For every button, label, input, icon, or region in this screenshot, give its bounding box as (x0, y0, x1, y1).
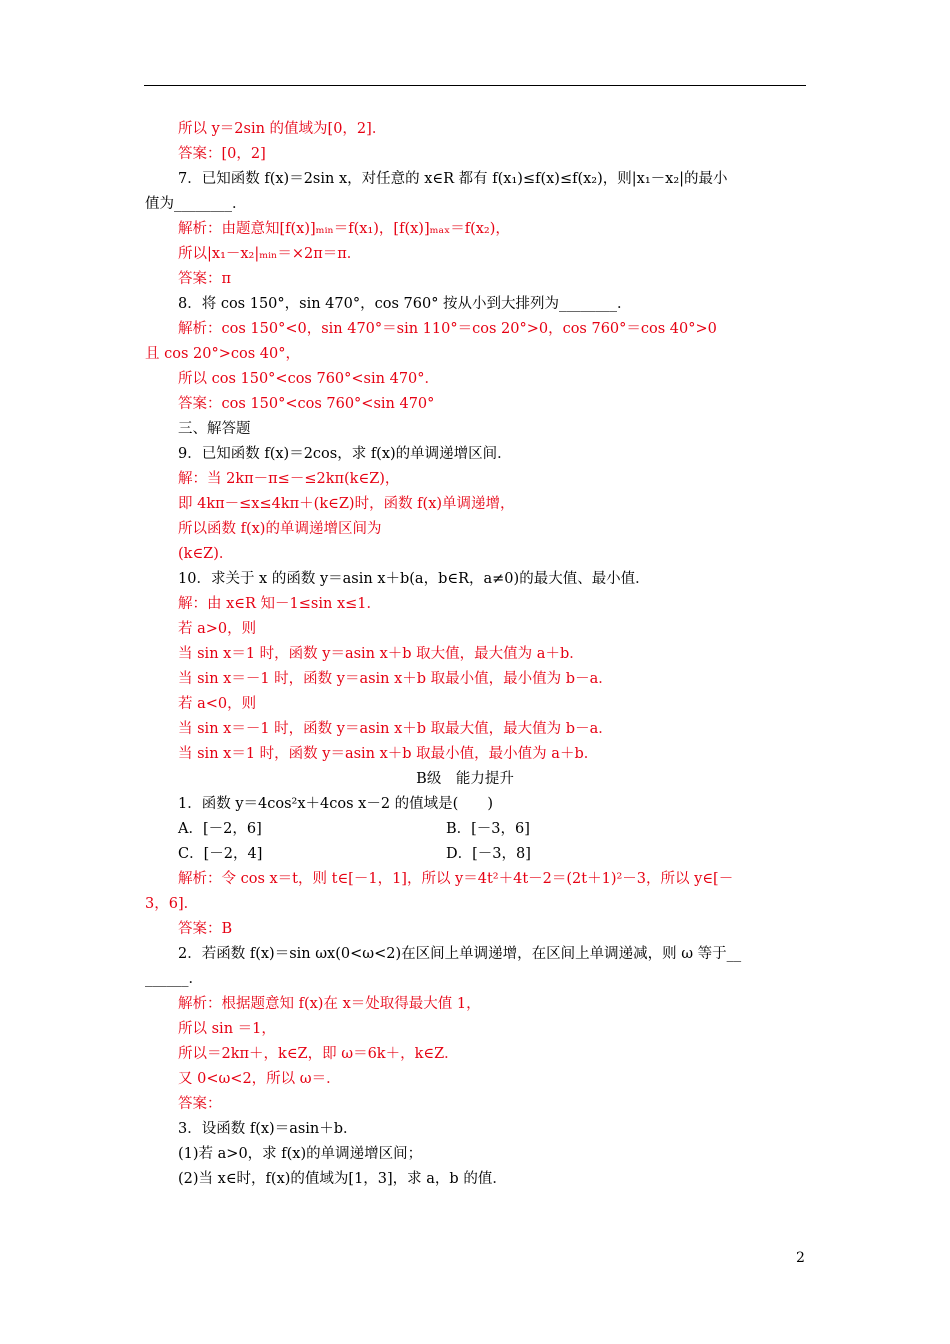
text-line: ______． (145, 971, 203, 987)
text-line: 即 4kπ－≤x≤4kπ＋(k∈Z)时，函数 f(x)单调递增， (178, 496, 515, 512)
text-line: 3，6]． (145, 896, 199, 912)
text-line: 又 0<ω<2，所以 ω＝． (178, 1071, 341, 1087)
text-line: (k∈Z)． (178, 546, 234, 562)
text-line: 答案：[0，2] (178, 146, 266, 162)
text-line: (2)当 x∈时，f(x)的值域为[1，3]，求 a，b 的值． (178, 1171, 507, 1187)
text-line: 若 a<0，则 (178, 696, 257, 712)
text-line: 答案： (178, 1096, 222, 1112)
text-line: 所以函数 f(x)的单调递增区间为 (178, 521, 382, 537)
option-left: A．[－2，6] (178, 821, 262, 837)
text-line: 解析：由题意知[f(x)]ₘᵢₙ＝f(x₁)，[f(x)]ₘₐₓ＝f(x₂)， (178, 221, 510, 237)
text-line: 解：当 2kπ－π≤－≤2kπ(k∈Z)， (178, 471, 400, 487)
page-number: 2 (796, 1250, 805, 1266)
text-line: 若 a>0，则 (178, 621, 257, 637)
text-line: 1．函数 y＝4cos²x＋4cos x－2 的值域是( ) (178, 796, 493, 812)
text-line: 当 sin x＝－1 时，函数 y＝asin x＋b 取最小值，最小值为 b－a． (178, 671, 613, 687)
text-line: 答案：π (178, 271, 232, 287)
text-line: 所以 cos 150°<cos 760°<sin 470°． (178, 371, 440, 387)
text-line: 8．将 cos 150°，sin 470°，cos 760° 按从小到大排列为________． (178, 296, 632, 312)
text-line: 9．已知函数 f(x)＝2cos，求 f(x)的单调递增区间． (178, 446, 512, 462)
text-line: 2．若函数 f(x)＝sin ωx(0<ω<2)在区间上单调递增，在区间上单调递减，则 ω 等于__ (178, 946, 742, 962)
text-line: 所以＝2kπ＋，k∈Z，即 ω＝6k＋，k∈Z． (178, 1046, 459, 1062)
text-line: (1)若 a>0，求 f(x)的单调递增区间； (178, 1146, 423, 1162)
text-line: 解：由 x∈R 知－1≤sin x≤1． (178, 596, 381, 612)
text-line: 所以 sin ＝1， (178, 1021, 276, 1037)
text-line: 3．设函数 f(x)＝asin＋b． (178, 1121, 358, 1137)
text-line: 解析：令 cos x＝t，则 t∈[－1，1]，所以 y＝4t²＋4t－2＝(2t＋1)²－3，所以 y∈[－ (178, 871, 734, 887)
header-rule (144, 85, 806, 86)
text-line: 值为________． (145, 196, 247, 212)
text-line: 答案：B (178, 921, 233, 937)
text-line: 当 sin x＝1 时，函数 y＝asin x＋b 取大值，最大值为 a＋b． (178, 646, 584, 662)
text-line: 答案：cos 150°<cos 760°<sin 470° (178, 396, 435, 412)
text-line: 当 sin x＝1 时，函数 y＝asin x＋b 取最小值，最小值为 a＋b． (178, 746, 599, 762)
option-right: B．[－3，6] (446, 821, 530, 837)
text-line: 三、解答题 (178, 421, 251, 437)
option-right: D．[－3，8] (446, 846, 531, 862)
text-line: 且 cos 20°>cos 40°， (145, 346, 300, 362)
text-line: B级 能力提升 (416, 771, 514, 787)
text-line: 所以 y＝2sin 的值域为[0，2]． (178, 121, 387, 137)
text-line (145, 842, 810, 867)
text-line: 7．已知函数 f(x)＝2sin x，对任意的 x∈R 都有 f(x₁)≤f(x)≤f(x₂)，则|x₁－x₂|的最小 (178, 171, 728, 187)
text-line: 10．求关于 x 的函数 y＝asin x＋b(a，b∈R，a≠0)的最大值、最小值． (178, 571, 650, 587)
option-left: C．[－2，4] (178, 846, 263, 862)
text-line: 当 sin x＝－1 时，函数 y＝asin x＋b 取最大值，最大值为 b－a． (178, 721, 613, 737)
text-line: 解析：根据题意知 f(x)在 x＝处取得最大值 1， (178, 996, 481, 1012)
text-line: 解析：cos 150°<0，sin 470°＝sin 110°＝cos 20°>0，cos 760°＝cos 40°>0 (178, 321, 717, 337)
document-body (145, 117, 810, 1192)
text-line: 所以|x₁－x₂|ₘᵢₙ＝×2π＝π． (178, 246, 362, 262)
text-line (145, 817, 810, 842)
